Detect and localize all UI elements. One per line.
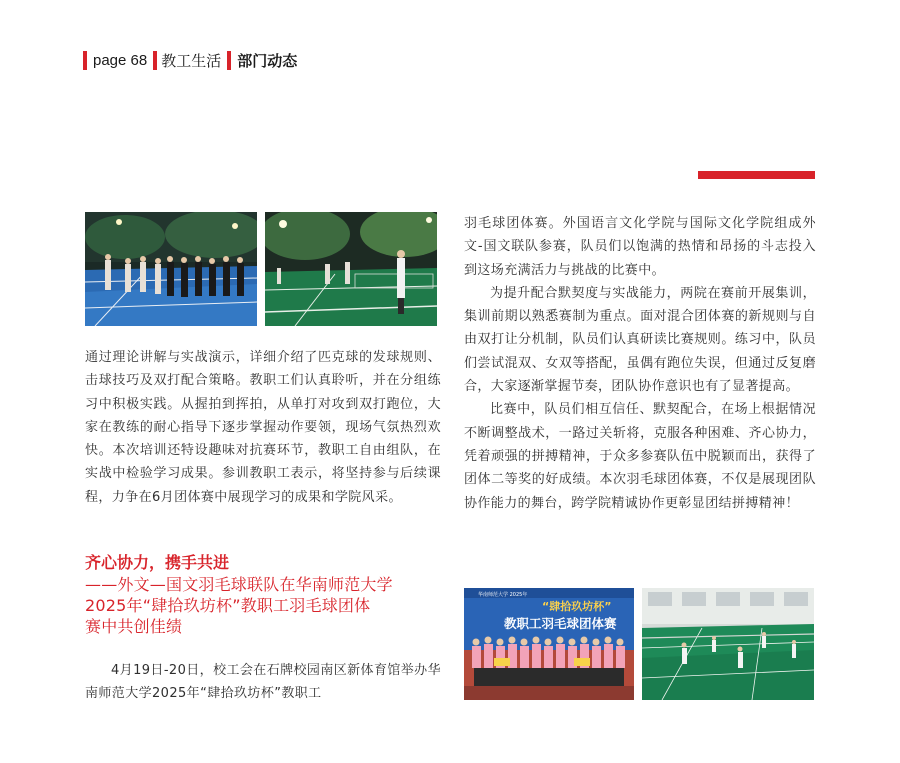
photo-badminton-court	[642, 588, 814, 700]
header-bar-2	[153, 51, 157, 70]
page-number: page 68	[93, 51, 148, 69]
article-subtitle-line-1: ——外文—国文羽毛球联队在华南师范大学	[85, 575, 393, 594]
svg-text:华南师范大学 2025年: 华南师范大学 2025年	[478, 592, 528, 598]
section-title: 教工生活	[161, 51, 222, 70]
paragraph: 通过理论讲解与实战演示，详细介绍了匹克球的发球规则、击球技巧及双打配合策略。教职工们认真聆听，并在分组练习中积极实践。从握拍到挥拍，从单打对攻到双打跑位，大家在教练的耐心指导下逐步掌握动作要领，现场气氛热烈欢快。本次培训还特设趣味对抗赛环节，教职工自由组队，在实战中检验学习成果。参训教职工表示，将坚持参与后续课程，力争在6月团体赛中展现学习的成果和学院风采。	[85, 350, 441, 505]
page-header	[83, 49, 297, 71]
article-lead	[85, 659, 441, 706]
header-bar-3	[227, 51, 231, 70]
photo-badminton-team-banner	[464, 588, 634, 700]
photo-pickleball-group	[85, 212, 257, 326]
header-bar-1	[83, 51, 87, 70]
photo-pickleball-coach	[265, 212, 437, 326]
paragraph: 为提升配合默契度与实战能力，两院在赛前开展集训，集训前期以熟悉赛制为重点。面对混合团体赛的新规则与自由双打让分机制，队员们认真研读比赛规则。练习中，队员们尝试混双、女双等搭配，虽偶有跑位失误，但通过反复磨合，大家逐渐掌握节奏，团队协作意识也有了显著提高。	[464, 285, 816, 395]
decorative-red-rule	[698, 171, 815, 179]
article-title: 齐心协力，携手共进	[85, 553, 230, 572]
article-subtitle-line-2: 2025年“肆拾玖坊杯”教职工羽毛球团体	[85, 596, 371, 615]
paragraph: 比赛中，队员们相互信任、默契配合，在场上根据情况不断调整战术，一路过关斩将，克服各种困难、齐心协力，凭着顽强的拼搏精神，于众多参赛队伍中脱颖而出，获得了团体二等奖的好成绩。本次羽毛球团体赛，不仅是展现团队协作能力的舞台，跨学院精诚协作更彰显团结拼搏精神！	[464, 402, 816, 511]
article-subtitle-line-3: 赛中共创佳绩	[85, 617, 183, 636]
svg-text:教职工羽毛球团体赛: 教职工羽毛球团体赛	[504, 616, 617, 631]
article-body-left	[85, 346, 441, 509]
svg-text:“肆拾玖坊杯”: “肆拾玖坊杯”	[542, 600, 612, 613]
article-heading	[85, 552, 445, 637]
paragraph: 羽毛球团体赛。外国语言文化学院与国际文化学院组成外文-国文联队参赛，队员们以饱满的热情和昂扬的斗志投入到这场充满活力与挑战的比赛中。	[464, 216, 816, 278]
paragraph: 4月19日-20日，校工会在石牌校园南区新体育馆举办华南师范大学2025年“肆拾玖坊杯”教职工	[85, 663, 441, 702]
article-body-right	[464, 212, 816, 515]
subsection-title: 部门动态	[237, 51, 298, 70]
